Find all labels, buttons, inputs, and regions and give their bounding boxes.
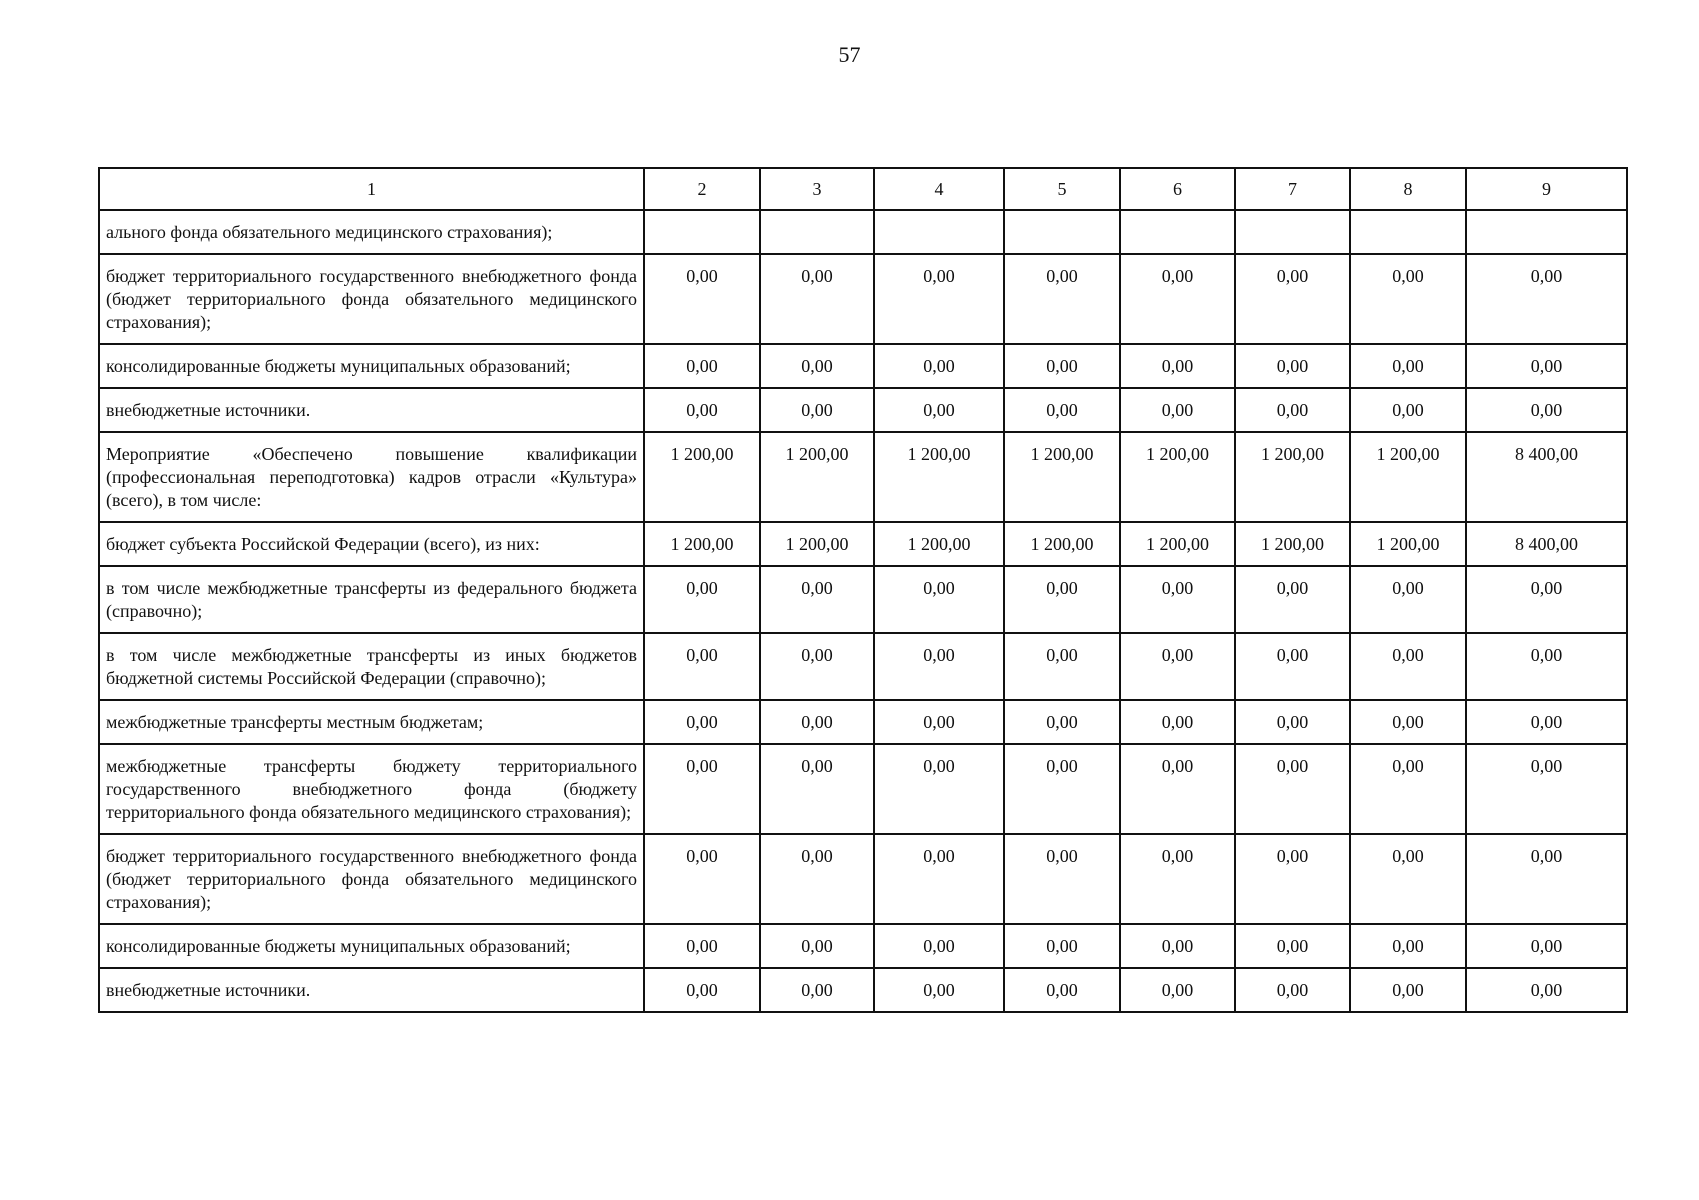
value-cell: 0,00 xyxy=(874,388,1004,432)
row-label: внебюджетные источники. xyxy=(99,388,644,432)
value-cell: 8 400,00 xyxy=(1466,522,1627,566)
column-header: 7 xyxy=(1235,168,1350,210)
value-cell: 1 200,00 xyxy=(1350,432,1466,522)
value-cell: 0,00 xyxy=(760,344,874,388)
row-label: Мероприятие «Обеспечено повышение квалификации (профессиональная переподготовка) кадров отрасли «Культура» (всего), в том числе: xyxy=(99,432,644,522)
value-cell: 0,00 xyxy=(644,344,760,388)
value-cell: 0,00 xyxy=(1350,254,1466,344)
value-cell: 0,00 xyxy=(1466,344,1627,388)
value-cell: 0,00 xyxy=(1004,700,1120,744)
row-label: межбюджетные трансферты бюджету территориального государственного внебюджетного фонда (бюджету территориального фонда обязательного медицинского страхования); xyxy=(99,744,644,834)
value-cell: 1 200,00 xyxy=(1120,432,1235,522)
value-cell: 0,00 xyxy=(874,633,1004,700)
value-cell xyxy=(1004,210,1120,254)
value-cell: 0,00 xyxy=(1120,388,1235,432)
value-cell: 0,00 xyxy=(1235,834,1350,924)
value-cell: 0,00 xyxy=(1235,344,1350,388)
column-header: 3 xyxy=(760,168,874,210)
value-cell: 0,00 xyxy=(1004,254,1120,344)
column-header: 5 xyxy=(1004,168,1120,210)
table-row xyxy=(99,432,1627,522)
value-cell: 0,00 xyxy=(1120,633,1235,700)
value-cell: 0,00 xyxy=(874,924,1004,968)
value-cell: 1 200,00 xyxy=(1235,522,1350,566)
value-cell: 0,00 xyxy=(1120,566,1235,633)
row-label: в том числе межбюджетные трансферты из федерального бюджета (справочно); xyxy=(99,566,644,633)
value-cell: 1 200,00 xyxy=(1120,522,1235,566)
table-row xyxy=(99,834,1627,924)
value-cell: 0,00 xyxy=(760,633,874,700)
value-cell: 0,00 xyxy=(1120,254,1235,344)
value-cell: 0,00 xyxy=(1466,254,1627,344)
value-cell xyxy=(1350,210,1466,254)
value-cell: 0,00 xyxy=(1466,633,1627,700)
value-cell: 0,00 xyxy=(1004,968,1120,1012)
value-cell: 0,00 xyxy=(760,968,874,1012)
value-cell: 0,00 xyxy=(644,924,760,968)
value-cell: 0,00 xyxy=(1235,566,1350,633)
row-label: бюджет субъекта Российской Федерации (всего), из них: xyxy=(99,522,644,566)
row-label: внебюджетные источники. xyxy=(99,968,644,1012)
table-row xyxy=(99,388,1627,432)
header-row xyxy=(99,168,1627,210)
column-header: 2 xyxy=(644,168,760,210)
value-cell: 0,00 xyxy=(644,744,760,834)
value-cell: 0,00 xyxy=(874,968,1004,1012)
value-cell: 0,00 xyxy=(1120,924,1235,968)
value-cell: 0,00 xyxy=(1004,633,1120,700)
budget-table xyxy=(98,167,1628,1013)
value-cell: 0,00 xyxy=(1466,968,1627,1012)
value-cell: 0,00 xyxy=(874,566,1004,633)
value-cell: 0,00 xyxy=(1350,744,1466,834)
row-label: бюджет территориального государственного внебюджетного фонда (бюджет территориального фонда обязательного медицинского страхования); xyxy=(99,834,644,924)
value-cell: 0,00 xyxy=(874,344,1004,388)
value-cell: 8 400,00 xyxy=(1466,432,1627,522)
value-cell xyxy=(1120,210,1235,254)
value-cell: 1 200,00 xyxy=(1004,522,1120,566)
table-row xyxy=(99,522,1627,566)
value-cell: 0,00 xyxy=(644,254,760,344)
value-cell: 0,00 xyxy=(1466,566,1627,633)
value-cell: 0,00 xyxy=(1350,834,1466,924)
value-cell: 0,00 xyxy=(1350,344,1466,388)
column-header: 1 xyxy=(99,168,644,210)
value-cell: 0,00 xyxy=(874,834,1004,924)
value-cell: 0,00 xyxy=(1350,924,1466,968)
table-row xyxy=(99,210,1627,254)
value-cell: 0,00 xyxy=(1235,924,1350,968)
value-cell: 0,00 xyxy=(1235,744,1350,834)
value-cell: 0,00 xyxy=(1235,968,1350,1012)
value-cell: 0,00 xyxy=(760,566,874,633)
value-cell: 0,00 xyxy=(1466,834,1627,924)
value-cell: 0,00 xyxy=(1350,566,1466,633)
value-cell: 0,00 xyxy=(1120,700,1235,744)
value-cell: 0,00 xyxy=(1466,700,1627,744)
value-cell: 0,00 xyxy=(1120,744,1235,834)
value-cell xyxy=(760,210,874,254)
value-cell: 1 200,00 xyxy=(1350,522,1466,566)
value-cell xyxy=(1466,210,1627,254)
table-row xyxy=(99,924,1627,968)
row-label: консолидированные бюджеты муниципальных образований; xyxy=(99,924,644,968)
value-cell: 0,00 xyxy=(1466,924,1627,968)
value-cell: 0,00 xyxy=(760,254,874,344)
value-cell: 0,00 xyxy=(1120,344,1235,388)
value-cell: 0,00 xyxy=(1004,744,1120,834)
value-cell: 0,00 xyxy=(1466,744,1627,834)
value-cell: 1 200,00 xyxy=(1235,432,1350,522)
value-cell: 0,00 xyxy=(1235,633,1350,700)
value-cell: 0,00 xyxy=(644,700,760,744)
table-row xyxy=(99,344,1627,388)
value-cell: 0,00 xyxy=(1004,388,1120,432)
value-cell: 0,00 xyxy=(1235,700,1350,744)
value-cell: 1 200,00 xyxy=(760,522,874,566)
value-cell: 0,00 xyxy=(1235,254,1350,344)
value-cell: 0,00 xyxy=(1004,344,1120,388)
value-cell: 0,00 xyxy=(874,254,1004,344)
page-number: 57 xyxy=(838,42,861,67)
value-cell: 0,00 xyxy=(760,834,874,924)
column-header: 9 xyxy=(1466,168,1627,210)
column-header: 6 xyxy=(1120,168,1235,210)
table-row xyxy=(99,744,1627,834)
row-label: межбюджетные трансферты местным бюджетам; xyxy=(99,700,644,744)
value-cell: 0,00 xyxy=(1004,566,1120,633)
value-cell: 0,00 xyxy=(1235,388,1350,432)
value-cell: 0,00 xyxy=(1120,834,1235,924)
column-header: 4 xyxy=(874,168,1004,210)
column-header: 8 xyxy=(1350,168,1466,210)
value-cell: 0,00 xyxy=(1350,388,1466,432)
value-cell: 1 200,00 xyxy=(874,432,1004,522)
value-cell: 0,00 xyxy=(1350,700,1466,744)
value-cell: 0,00 xyxy=(1350,968,1466,1012)
row-label: в том числе межбюджетные трансферты из иных бюджетов бюджетной системы Российской Федерации (справочно); xyxy=(99,633,644,700)
table-row xyxy=(99,633,1627,700)
value-cell: 1 200,00 xyxy=(1004,432,1120,522)
value-cell: 0,00 xyxy=(644,566,760,633)
budget-table-container xyxy=(98,167,1626,1013)
value-cell: 0,00 xyxy=(760,388,874,432)
table-row xyxy=(99,566,1627,633)
table-row xyxy=(99,968,1627,1012)
value-cell: 0,00 xyxy=(874,700,1004,744)
value-cell xyxy=(644,210,760,254)
table-row xyxy=(99,254,1627,344)
value-cell xyxy=(874,210,1004,254)
value-cell: 0,00 xyxy=(1120,968,1235,1012)
value-cell: 0,00 xyxy=(644,834,760,924)
value-cell: 1 200,00 xyxy=(874,522,1004,566)
value-cell: 0,00 xyxy=(644,968,760,1012)
value-cell: 0,00 xyxy=(1466,388,1627,432)
value-cell: 0,00 xyxy=(644,633,760,700)
value-cell: 0,00 xyxy=(874,744,1004,834)
value-cell: 0,00 xyxy=(1350,633,1466,700)
value-cell: 1 200,00 xyxy=(644,432,760,522)
value-cell: 1 200,00 xyxy=(760,432,874,522)
value-cell: 0,00 xyxy=(1004,924,1120,968)
row-label: бюджет территориального государственного внебюджетного фонда (бюджет территориального фонда обязательного медицинского страхования); xyxy=(99,254,644,344)
value-cell: 0,00 xyxy=(644,388,760,432)
value-cell: 0,00 xyxy=(1004,834,1120,924)
value-cell: 0,00 xyxy=(760,924,874,968)
value-cell: 0,00 xyxy=(760,744,874,834)
value-cell: 1 200,00 xyxy=(644,522,760,566)
value-cell xyxy=(1235,210,1350,254)
table-row xyxy=(99,700,1627,744)
row-label: консолидированные бюджеты муниципальных образований; xyxy=(99,344,644,388)
row-label: ального фонда обязательного медицинского страхования); xyxy=(99,210,644,254)
value-cell: 0,00 xyxy=(760,700,874,744)
